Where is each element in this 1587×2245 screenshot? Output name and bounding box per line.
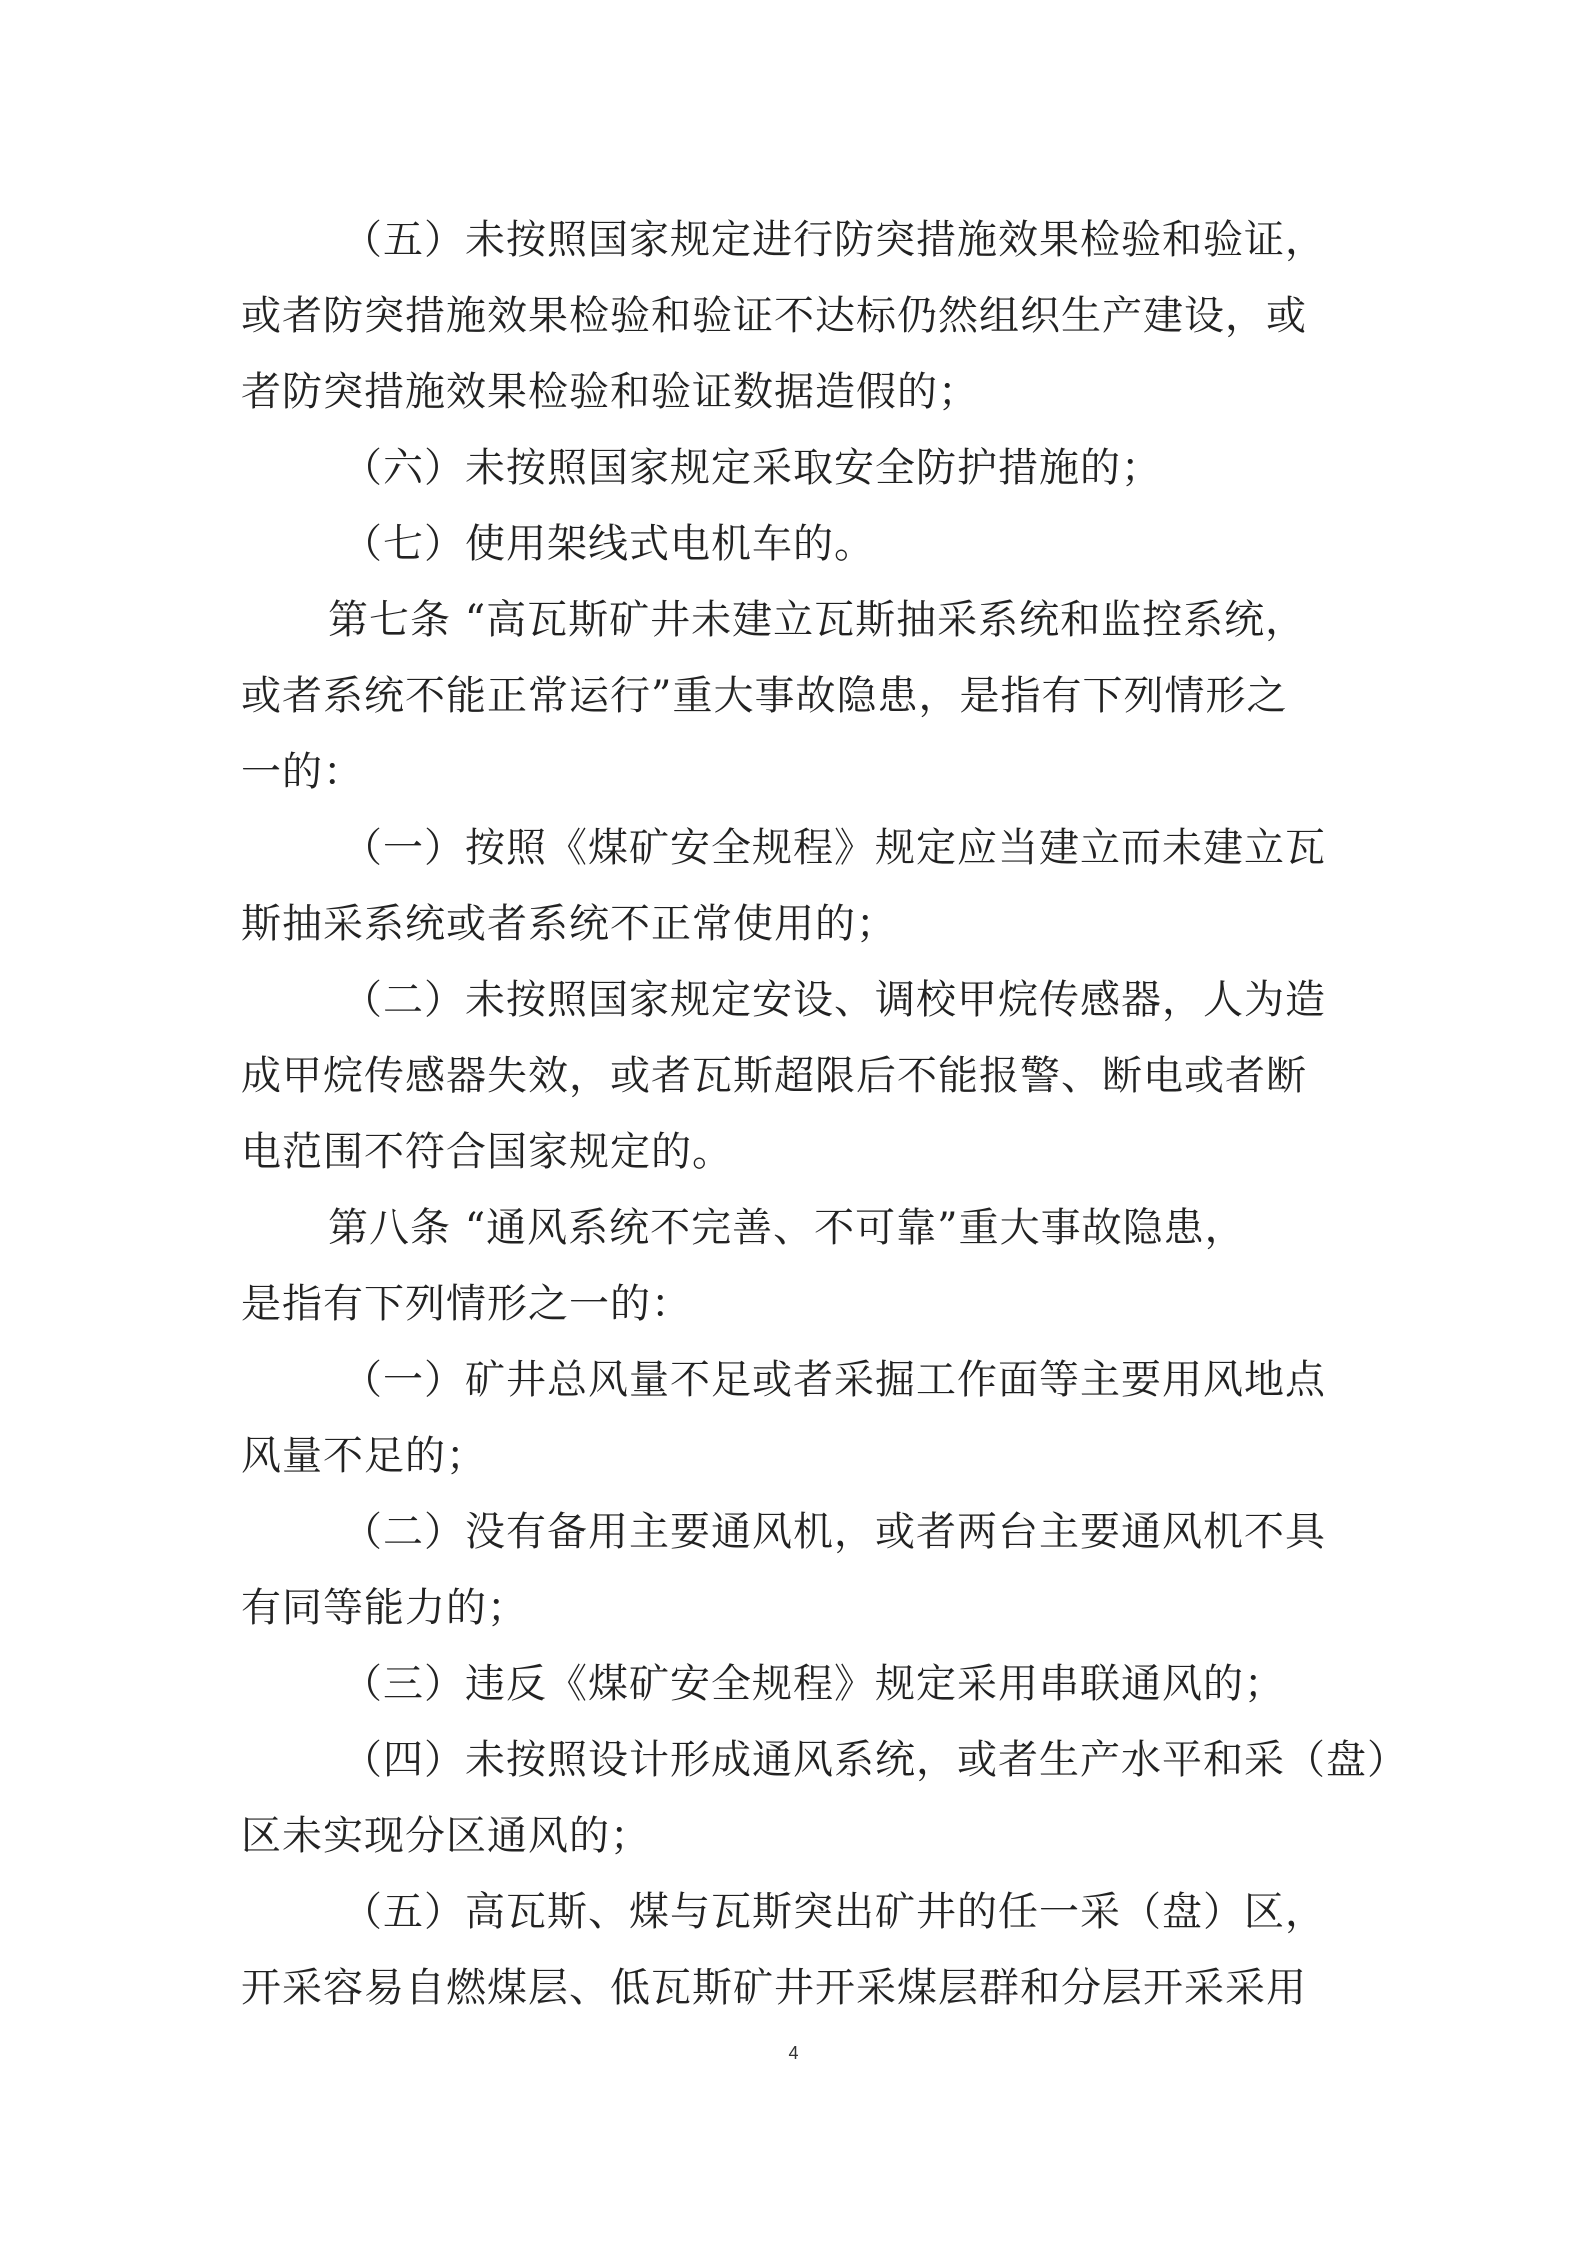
text-line: 是指有下列情形之一的： — [241, 1281, 692, 1327]
text-line: （五）未按照国家规定进行防突措施效果检验和验证， — [342, 217, 1326, 263]
text-line: 第八条 “通风系统不完善、不可靠”重大事故隐患， — [328, 1205, 1246, 1251]
text-line: 一的： — [241, 749, 364, 795]
text-line: 电范围不符合国家规定的。 — [241, 1129, 733, 1175]
text-line: （四）未按照设计形成通风系统，或者生产水平和采（盘） — [342, 1737, 1408, 1783]
text-line: 或者系统不能正常运行”重大事故隐患，是指有下列情形之 — [241, 673, 1288, 719]
text-line: （五）高瓦斯、煤与瓦斯突出矿井的任一采（盘）区， — [342, 1889, 1326, 1935]
text-line: 成甲烷传感器失效，或者瓦斯超限后不能报警、断电或者断 — [241, 1053, 1307, 1099]
text-line: 第七条 “高瓦斯矿井未建立瓦斯抽采系统和监控系统， — [328, 597, 1307, 643]
text-line: 者防突措施效果检验和验证数据造假的； — [241, 369, 979, 415]
text-line: 风量不足的； — [241, 1433, 487, 1479]
text-line: （一）矿井总风量不足或者采掘工作面等主要用风地点 — [342, 1357, 1326, 1403]
text-line: 区未实现分区通风的； — [241, 1813, 651, 1859]
text-line: 斯抽采系统或者系统不正常使用的； — [241, 901, 897, 947]
page-number: 4 — [788, 2043, 799, 2063]
text-line: （一）按照《煤矿安全规程》规定应当建立而未建立瓦 — [342, 825, 1326, 871]
text-line: 开采容易自燃煤层、低瓦斯矿井开采煤层群和分层开采采用 — [241, 1965, 1307, 2011]
text-line: （七）使用架线式电机车的。 — [342, 521, 875, 567]
text-line: （六）未按照国家规定采取安全防护措施的； — [342, 445, 1162, 491]
text-line: 有同等能力的； — [241, 1585, 528, 1631]
text-line: （三）违反《煤矿安全规程》规定采用串联通风的； — [342, 1661, 1285, 1707]
text-line: 或者防突措施效果检验和验证不达标仍然组织生产建设，或 — [241, 293, 1307, 339]
text-line: （二）未按照国家规定安设、调校甲烷传感器，人为造 — [342, 977, 1326, 1023]
text-line: （二）没有备用主要通风机，或者两台主要通风机不具 — [342, 1509, 1326, 1555]
